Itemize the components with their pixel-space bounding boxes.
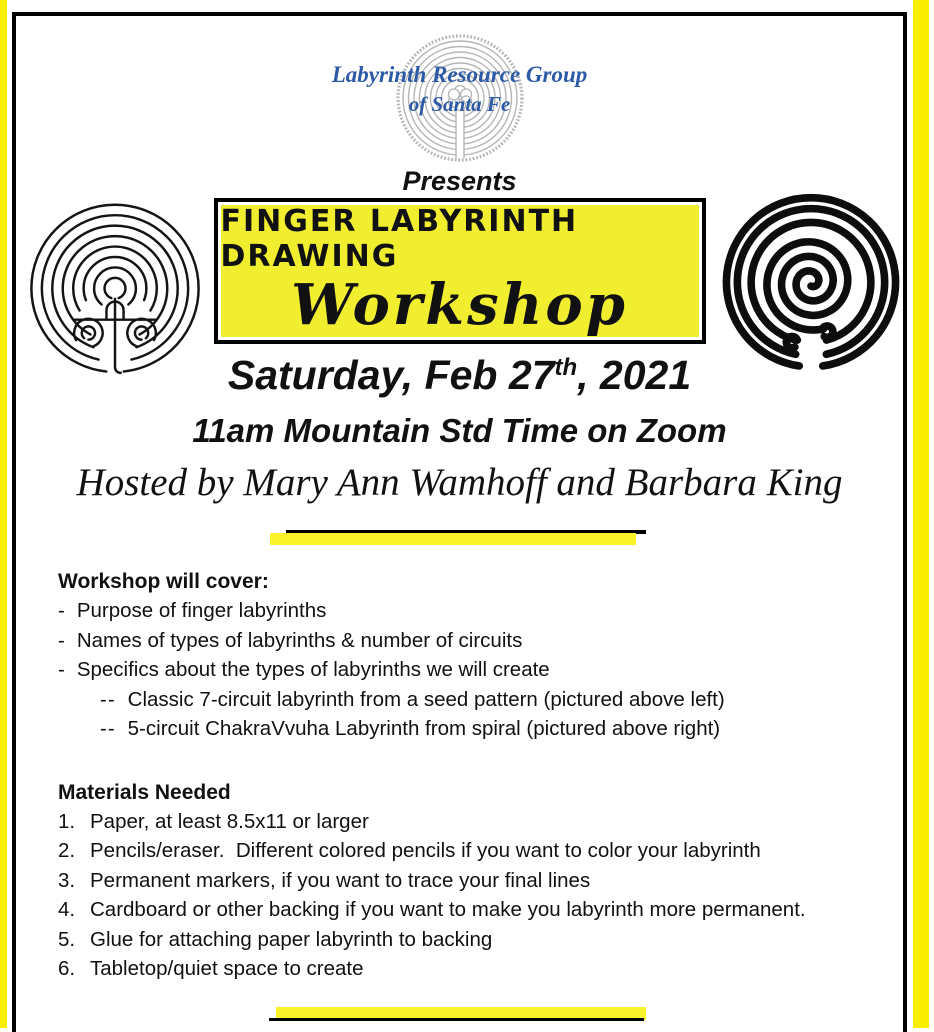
event-time: 11am Mountain Std Time on Zoom — [192, 412, 727, 449]
logo-text-line1: Labyrinth Resource Group — [331, 62, 588, 87]
title-box — [214, 198, 706, 344]
list-item: 6. Tabletop/quiet space to create — [58, 954, 903, 984]
bottom-divider-rule — [269, 1018, 644, 1021]
bullet: -- — [100, 687, 116, 711]
item-number: 1. — [58, 809, 76, 833]
workshop-title-line1: FINGER LABYRINTH DRAWING — [220, 204, 579, 274]
body-content — [16, 561, 903, 984]
list-item: 5. Glue for attaching paper labyrinth to backing — [58, 925, 903, 955]
list-item: - Specifics about the types of labyrinths we will create — [58, 655, 903, 685]
event-date-year: , 2021 — [577, 352, 692, 398]
org-logo — [300, 30, 620, 172]
cover-list — [58, 596, 903, 744]
materials-section-heading: Materials Needed — [58, 780, 231, 804]
bullet: -- — [100, 717, 116, 740]
top-divider-highlight — [270, 533, 636, 545]
event-date-ordinal: th — [554, 354, 578, 381]
list-item: 1. Paper, at least 8.5x11 or larger — [58, 807, 903, 837]
list-item: 3. Permanent markers, if you want to trace your final lines — [58, 866, 903, 896]
item-number: 2. — [58, 839, 76, 862]
item-number: 5. — [58, 927, 76, 951]
logo-text-line2: of Santa Fe — [408, 92, 511, 116]
bullet: - — [58, 658, 65, 681]
list-item: 4. Cardboard or other backing if you want to make you labyrinth more permanent. — [58, 895, 903, 925]
left-accent-strip — [0, 0, 7, 1028]
hosted-by: Hosted by Mary Ann Wamhoff and Barbara King — [76, 461, 843, 504]
event-date-main: Saturday, Feb 27 — [227, 352, 555, 398]
presents-text: Presents — [402, 166, 517, 196]
item-number: 6. — [58, 957, 76, 980]
list-item: 2. Pencils/eraser. Different colored pencils if you want to color your labyrinth — [58, 836, 903, 866]
top-divider — [270, 530, 650, 548]
materials-list — [58, 807, 903, 984]
bullet: - — [58, 599, 65, 622]
item-number: 3. — [58, 868, 76, 892]
list-subitem: -- Classic 7-circuit labyrinth from a seed pattern (pictured above left) — [58, 685, 903, 715]
hero-section — [16, 16, 903, 561]
workshop-title-line2: Workshop — [291, 272, 628, 338]
event-date — [16, 352, 903, 399]
right-accent-strip — [913, 0, 929, 1028]
bottom-divider — [269, 1007, 651, 1024]
list-item: - Purpose of finger labyrinths — [58, 596, 903, 626]
cover-section-heading: Workshop will cover: — [58, 570, 269, 593]
item-number: 4. — [58, 898, 76, 921]
bullet: - — [58, 628, 65, 652]
list-subitem: -- 5-circuit ChakraVvuha Labyrinth from spiral (pictured above right) — [58, 714, 903, 744]
list-item: - Names of types of labyrinths & number of circuits — [58, 626, 903, 656]
content-frame — [12, 12, 907, 1032]
title-box-inner — [221, 205, 699, 337]
